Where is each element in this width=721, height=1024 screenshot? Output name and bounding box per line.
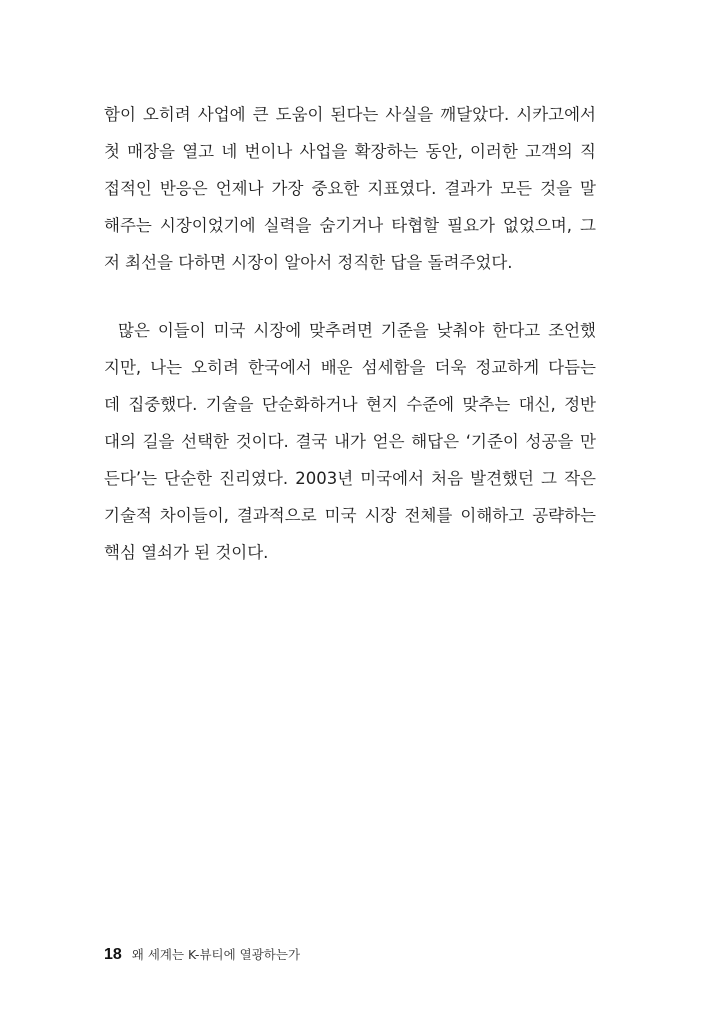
paragraph-gap: [104, 281, 596, 312]
text-line: 지만, 나는 오히려 한국에서 배운 섬세함을 더욱 정교하게 다듬는: [104, 358, 596, 377]
body-text: [104, 96, 596, 571]
text-line: 기술적 차이들이, 결과적으로 미국 시장 전체를 이해하고 공략하는: [104, 506, 596, 525]
text-line: 대의 길을 선택한 것이다. 결국 내가 얻은 해답은 ‘기준이 성공을 만: [104, 432, 596, 451]
text-line: 해주는 시장이었기에 실력을 숨기거나 타협할 필요가 없었으며, 그: [104, 216, 596, 235]
text-line: 첫 매장을 열고 네 번이나 사업을 확장하는 동안, 이러한 고객의 직: [104, 142, 596, 161]
text-line: 저 최선을 다하면 시장이 알아서 정직한 답을 돌려주었다.: [104, 253, 513, 272]
text-line: 접적인 반응은 언제나 가장 중요한 지표였다. 결과가 모든 것을 말: [104, 179, 596, 198]
text-line: 데 집중했다. 기술을 단순화하거나 현지 수준에 맞추는 대신, 정반: [104, 395, 596, 414]
running-title: 왜 세계는 K-뷰티에 열광하는가: [131, 947, 301, 962]
paragraph-2: [104, 312, 596, 571]
text-line: 많은 이들이 미국 시장에 맞추려면 기준을 낮춰야 한다고 조언했: [118, 321, 596, 340]
text-line: 함이 오히려 사업에 큰 도움이 된다는 사실을 깨달았다. 시카고에서: [104, 105, 596, 124]
text-line: 핵심 열쇠가 된 것이다.: [104, 543, 269, 562]
paragraph-1: [104, 96, 596, 281]
page-footer: [104, 945, 300, 969]
page-number: 18: [104, 946, 122, 963]
text-line: 든다’는 단순한 진리였다. 2003년 미국에서 처음 발견했던 그 작은: [104, 469, 596, 488]
